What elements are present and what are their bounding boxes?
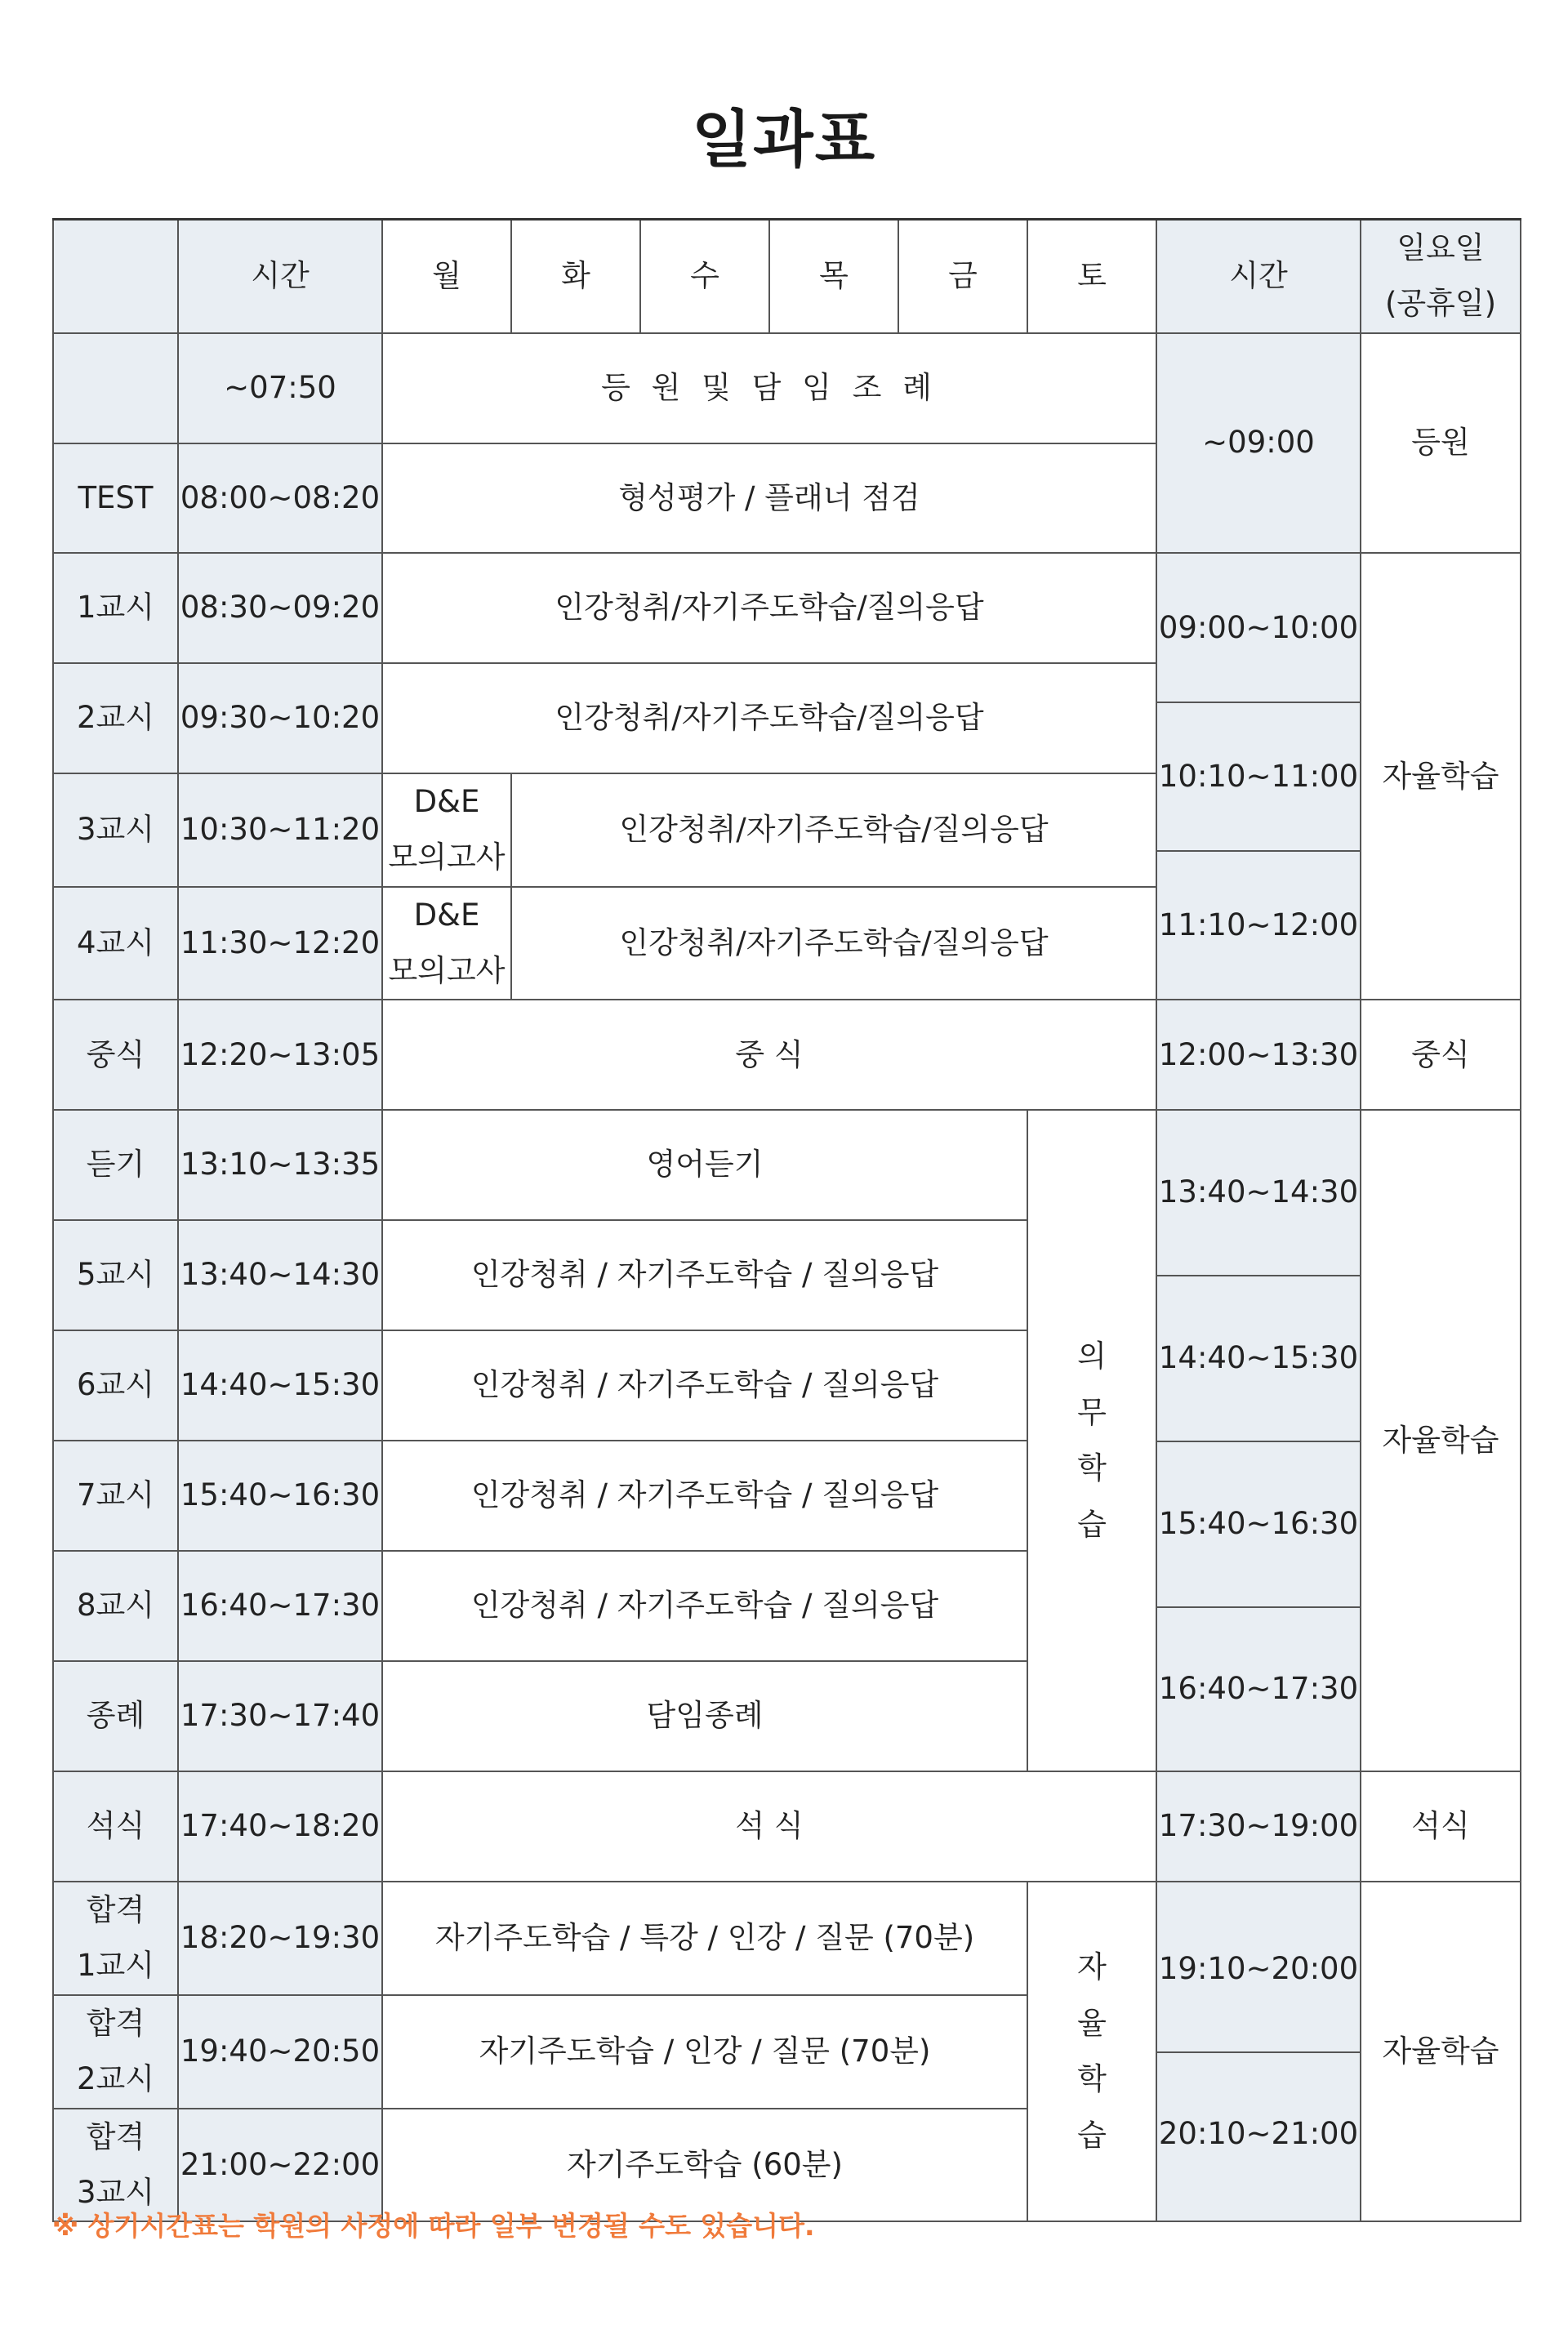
row-time: 10:30~11:20	[178, 773, 382, 887]
row-time: 16:40~17:30	[178, 1551, 382, 1661]
row-time: 09:30~10:20	[178, 663, 382, 773]
daily-schedule-table	[52, 218, 1521, 2222]
row-activity: 인강청취 / 자기주도학습 / 질의응답	[382, 1551, 1027, 1661]
table-row	[53, 1000, 1521, 1110]
row-time: 08:30~09:20	[178, 553, 382, 663]
row-label	[53, 1882, 178, 1995]
row-activity: 인강청취/자기주도학습/질의응답	[511, 773, 1156, 887]
vertical-char: 무	[1077, 1394, 1107, 1430]
sunday-afternoon-slots	[1156, 1110, 1361, 1771]
vertical-char: 율	[1077, 2005, 1107, 2041]
sunday-slot: 13:40~14:30	[1157, 1111, 1360, 1276]
row-label: 5교시	[53, 1220, 178, 1330]
row-time: 19:40~20:50	[178, 1995, 382, 2109]
footnote: ※ 상기시간표는 학원의 사정에 따라 일부 변경될 수도 있습니다.	[52, 2210, 815, 2242]
sunday-slot: 16:40~17:30	[1158, 1671, 1359, 1707]
mock-exam-line2: 모의고사	[388, 952, 506, 988]
table-row	[53, 333, 1521, 443]
header-day-thu: 목	[769, 220, 898, 333]
row-time: 17:30~17:40	[178, 1661, 382, 1771]
table-row	[53, 1882, 1521, 1995]
row-time: 12:20~13:05	[178, 1000, 382, 1110]
sunday-time: 17:30~19:00	[1156, 1771, 1361, 1882]
header-day-sat: 토	[1027, 220, 1156, 333]
row-activity: 석 식	[382, 1771, 1156, 1882]
sunday-activity: 자율학습	[1361, 553, 1521, 1000]
row-label: 중식	[53, 1000, 178, 1110]
row-label: TEST	[53, 443, 178, 554]
row-label: 7교시	[53, 1441, 178, 1551]
row-activity: 인강청취/자기주도학습/질의응답	[382, 663, 1156, 773]
row-label: 8교시	[53, 1551, 178, 1661]
vertical-char: 의	[1077, 1339, 1107, 1374]
row-activity: 등 원 및 담 임 조 례	[382, 333, 1156, 443]
sunday-slot: 14:40~15:30	[1157, 1276, 1360, 1442]
sunday-morning-slots	[1156, 553, 1361, 1000]
row-activity: 자기주도학습 / 특강 / 인강 / 질문 (70분)	[382, 1882, 1027, 1995]
row-label: 4교시	[53, 887, 178, 1000]
row-activity: 형성평가 / 플래너 점검	[382, 443, 1156, 554]
header-blank-cell	[53, 220, 178, 333]
sunday-activity: 석식	[1361, 1771, 1521, 1882]
header-day-wed: 수	[640, 220, 769, 333]
vertical-char: 학	[1077, 2061, 1107, 2097]
mock-exam-cell	[382, 887, 511, 1000]
mock-exam-line1: D&E	[413, 897, 480, 933]
sunday-evening-slots	[1156, 1882, 1361, 2222]
page-title: 일과표	[691, 103, 877, 176]
sunday-slot: 11:10~12:00	[1158, 906, 1359, 942]
row-activity: 인강청취/자기주도학습/질의응답	[382, 553, 1156, 663]
row-label: 1교시	[53, 553, 178, 663]
row-activity: 인강청취/자기주도학습/질의응답	[511, 887, 1156, 1000]
row-label: 6교시	[53, 1330, 178, 1441]
sunday-time: ~09:00	[1156, 333, 1361, 553]
header-sunday-time: 시간	[1156, 220, 1361, 333]
row-time: 15:40~16:30	[178, 1441, 382, 1551]
row-label: 3교시	[53, 773, 178, 887]
row-label: 듣기	[53, 1110, 178, 1220]
sunday-activity: 자율학습	[1361, 1882, 1521, 2222]
row-label-line1: 합격	[86, 1891, 145, 1927]
vertical-char: 습	[1077, 2117, 1107, 2153]
header-row	[53, 220, 1521, 333]
header-sunday-line2: (공휴일)	[1384, 286, 1497, 322]
sunday-time: 12:00~13:30	[1156, 1000, 1361, 1110]
row-time: 08:00~08:20	[178, 443, 382, 554]
row-label: 종례	[53, 1661, 178, 1771]
vertical-char: 학	[1077, 1450, 1107, 1486]
sunday-slot: 09:00~10:00	[1157, 555, 1360, 703]
sunday-slot: 10:10~11:00	[1157, 703, 1360, 852]
row-activity: 인강청취 / 자기주도학습 / 질의응답	[382, 1441, 1027, 1551]
saturday-self-study	[1027, 1882, 1156, 2222]
sunday-activity: 등원	[1361, 333, 1521, 553]
sunday-slot: 20:10~21:00	[1158, 2116, 1359, 2152]
row-label-line1: 합격	[86, 2005, 145, 2041]
row-time: 11:30~12:20	[178, 887, 382, 1000]
row-time: 17:40~18:20	[178, 1771, 382, 1882]
mock-exam-cell	[382, 773, 511, 887]
sunday-slot: 15:40~16:30	[1157, 1442, 1360, 1608]
row-activity: 인강청취 / 자기주도학습 / 질의응답	[382, 1220, 1027, 1330]
header-sunday	[1361, 220, 1521, 333]
sunday-activity: 자율학습	[1361, 1110, 1521, 1771]
header-day-mon: 월	[382, 220, 511, 333]
table-row	[53, 1771, 1521, 1882]
vertical-char: 습	[1077, 1506, 1107, 1542]
mock-exam-line2: 모의고사	[388, 840, 506, 875]
row-label: 석식	[53, 1771, 178, 1882]
row-label: 2교시	[53, 663, 178, 773]
row-label-line2: 3교시	[76, 2174, 155, 2210]
row-label-line2: 1교시	[76, 1948, 155, 1984]
row-label-blank	[53, 333, 178, 443]
row-activity: 자기주도학습 / 인강 / 질문 (70분)	[382, 1995, 1027, 2109]
row-label	[53, 1995, 178, 2109]
header-time: 시간	[178, 220, 382, 333]
row-activity: 중 식	[382, 1000, 1156, 1110]
row-activity: 영어듣기	[382, 1110, 1027, 1220]
row-time: 13:10~13:35	[178, 1110, 382, 1220]
table-row	[53, 1110, 1521, 1220]
sunday-activity: 중식	[1361, 1000, 1521, 1110]
sunday-slot: 19:10~20:00	[1157, 1887, 1360, 2053]
row-time: ~07:50	[178, 333, 382, 443]
row-label-line1: 합격	[86, 2118, 145, 2154]
header-day-fri: 금	[898, 220, 1027, 333]
header-day-tue: 화	[511, 220, 640, 333]
row-time: 21:00~22:00	[178, 2109, 382, 2222]
row-time: 13:40~14:30	[178, 1220, 382, 1330]
row-label-line2: 2교시	[76, 2061, 155, 2097]
row-time: 18:20~19:30	[178, 1882, 382, 1995]
header-sunday-line1: 일요일	[1396, 230, 1485, 265]
mock-exam-line1: D&E	[413, 783, 480, 819]
row-activity: 인강청취 / 자기주도학습 / 질의응답	[382, 1330, 1027, 1441]
vertical-char: 자	[1077, 1949, 1107, 1985]
saturday-mandatory-study	[1027, 1110, 1156, 1771]
row-activity: 자기주도학습 (60분)	[382, 2109, 1027, 2222]
row-time: 14:40~15:30	[178, 1330, 382, 1441]
row-activity: 담임종례	[382, 1661, 1027, 1771]
table-row	[53, 553, 1521, 663]
